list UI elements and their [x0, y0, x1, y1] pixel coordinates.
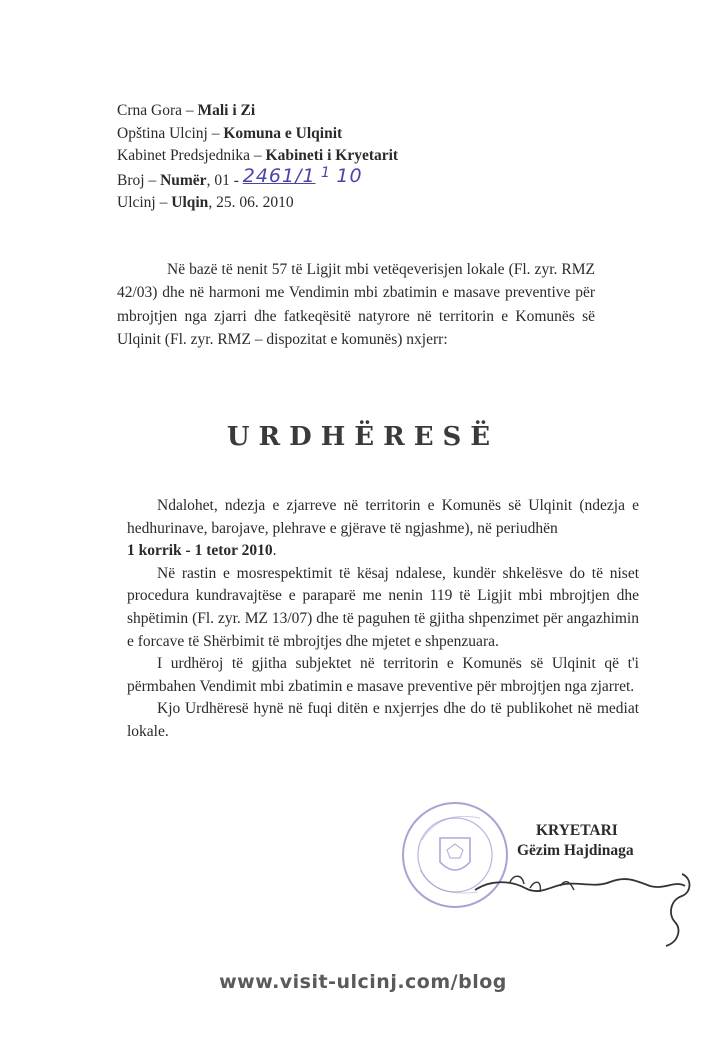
header-municipality-sq: Komuna e Ulqinit: [223, 124, 343, 142]
website-watermark: www.visit-ulcinj.com/blog: [219, 971, 507, 993]
header-number-line: Broj – Numër, 01 - 2461/1 1 10: [117, 164, 363, 189]
order-paragraph-1: [127, 495, 639, 563]
handwritten-year: 10: [336, 164, 363, 187]
header-municipality-sr: Opština Ulcinj –: [117, 124, 224, 142]
header-place-sr: Ulcinj –: [117, 194, 172, 211]
order-paragraph-1-end: .: [272, 542, 277, 560]
header-country-line: [117, 100, 398, 123]
header-date-line: [117, 192, 398, 215]
signatory-name: Gëzim Hajdinaga: [517, 842, 634, 859]
order-paragraph-4: Kjo Urdhëresë hynë në fuqi ditën e nxjerrjes dhe do të publikohet në mediat lokale.: [127, 700, 639, 740]
preamble-paragraph: Në bazë të nenit 57 të Ligjit mbi vetëqeverisjen lokale (Fl. zyr. RMZ 42/03) dhe në harmoni me Vendimin mbi zbatimin e masave preventive për mbrojtjen nga zjarri dhe fatkeqësitë natyrore në territorin e Komunës së Ulqinit (Fl. zyr. RMZ – dispozitat e komunës) nxjerr:: [117, 261, 595, 348]
order-paragraph-3: I urdhëroj të gjitha subjektet në territorin e Komunës së Ulqinit që t'i përmbahen Vendimit mbi zbatimin e masave preventive për mbrojtjen nga zjarret.: [127, 655, 639, 695]
header-number-label-sq: Numër: [160, 171, 207, 189]
order-paragraph-1-text: Ndalohet, ndezja e zjarreve në territorin e Komunës së Ulqinit (ndezja e hedhurinave, barojave, plehrave e gjërave të ngjashme), në periudhën: [127, 497, 639, 537]
ban-period-dates: 1 korrik - 1 tetor 2010: [127, 542, 273, 560]
header-place-sq: Ulqin: [171, 194, 209, 211]
signatory-title: KRYETARI: [536, 822, 618, 839]
letter-header: [117, 100, 398, 215]
header-country-sr: Crna Gora –: [117, 102, 198, 119]
header-cabinet-sq: Kabineti i Kryetarit: [265, 147, 399, 164]
handwritten-signature: [470, 860, 700, 950]
header-municipality-line: [117, 123, 398, 146]
header-date: , 25. 06. 2010: [208, 194, 294, 211]
handwritten-number: 2461/1: [242, 164, 316, 187]
header-number-prefix: , 01 -: [206, 171, 243, 189]
document-title: URDHËRESË: [226, 422, 500, 452]
header-country-sq: Mali i Zi: [197, 102, 256, 119]
header-cabinet-sr: Kabinet Predsjednika –: [117, 147, 266, 164]
order-body: [127, 495, 639, 744]
order-paragraph-2: Në rastin e mosrespektimit të kësaj ndalese, kundër shkelësve do të niset procedura kundravajtëse e paraparë me nenin 119 të Ligjit mbi mbrojtjen dhe shpëtimin (Fl. zyr. MZ 13/07) dhe të paguhen të gjitha shpenzimet për angazhimin e forcave të Shërbimit të mbrojtjes dhe mjetet e shpenzuara.: [127, 564, 639, 650]
header-number-label-sr: Broj –: [117, 171, 161, 189]
